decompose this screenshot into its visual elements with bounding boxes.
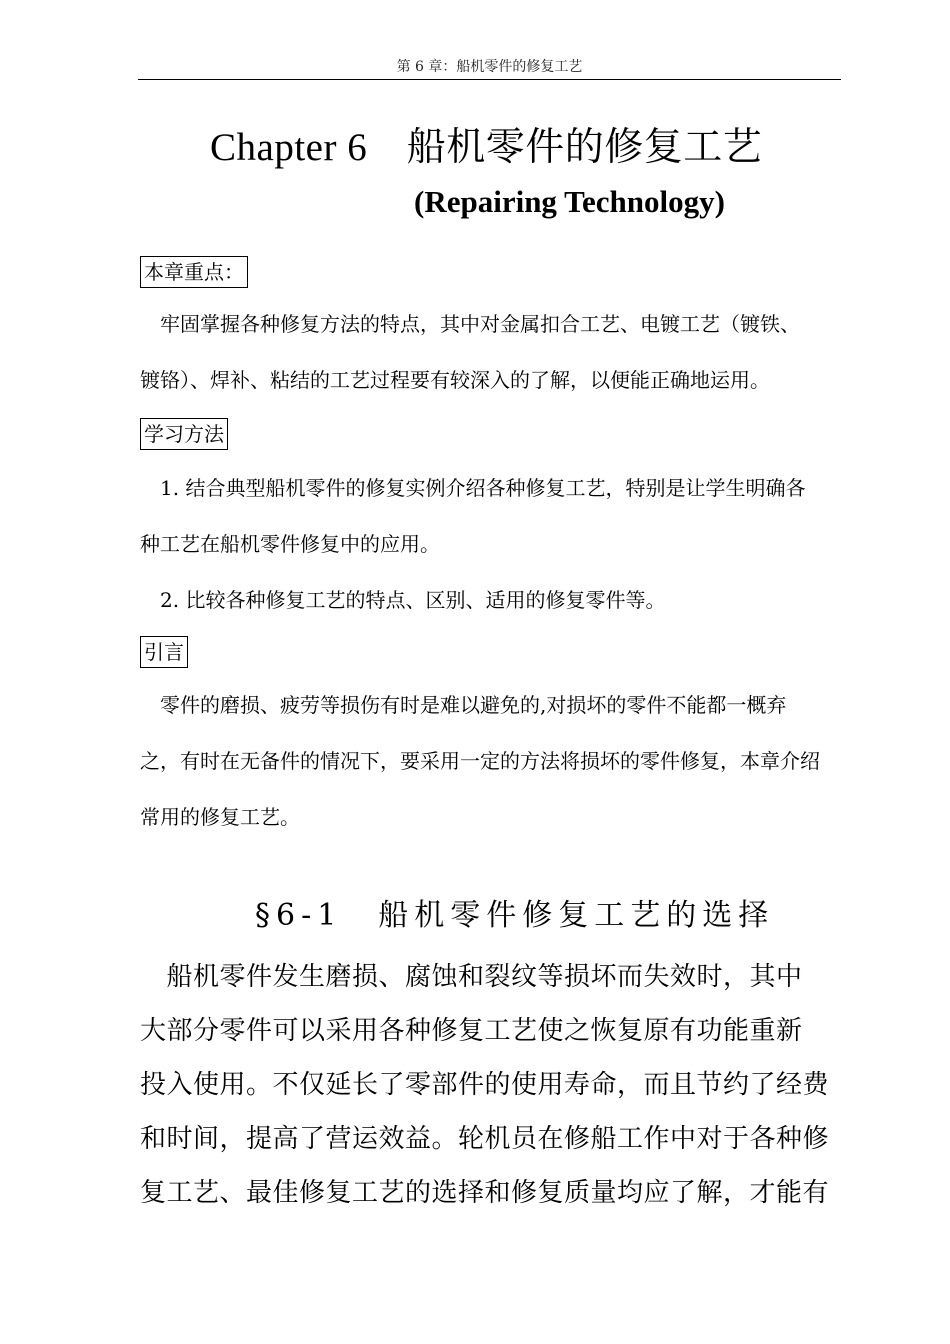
paragraph-line: 镀铬）、焊补、粘结的工艺过程要有较深入的了解，以便能正确地运用。	[140, 368, 770, 392]
paragraph-line: 牢固掌握各种修复方法的特点，其中对金属扣合工艺、电镀工艺（镀铁、	[140, 312, 800, 336]
running-header: 第 6 章：船机零件的修复工艺	[396, 59, 583, 75]
paragraph-line: 常用的修复工艺。	[140, 805, 300, 829]
paragraph-line: 之，有时在无备件的情况下，要采用一定的方法将损坏的零件修复，本章介绍	[140, 749, 820, 773]
paragraph-line: 复工艺、最佳修复工艺的选择和修复质量均应了解，才能有	[140, 1178, 830, 1208]
intro-label: 引言	[140, 636, 188, 668]
paragraph-line: 投入使用。不仅延长了零部件的使用寿命，而且节约了经费	[140, 1070, 830, 1100]
section-body-paragraph	[140, 950, 843, 1220]
paragraph-line: 2. 比较各种修复工艺的特点、区别、适用的修复零件等。	[140, 588, 666, 612]
paragraph-line: 船机零件发生磨损、腐蚀和裂纹等损坏而失效时，其中	[140, 962, 803, 992]
study-method-paragraph	[140, 460, 843, 628]
header-rule	[138, 79, 841, 80]
paragraph-line: 大部分零件可以采用各种修复工艺使之恢复原有功能重新	[140, 1016, 803, 1046]
key-points-label: 本章重点：	[140, 256, 248, 288]
paragraph-line: 和时间，提高了营运效益。轮机员在修船工作中对于各种修	[140, 1124, 830, 1154]
section-title: §6-1 船机零件修复工艺的选择	[255, 898, 775, 933]
chapter-subtitle: (Repairing Technology)	[414, 184, 725, 219]
paragraph-line: 1. 结合典型船机零件的修复实例介绍各种修复工艺，特别是让学生明确各	[140, 476, 806, 500]
paragraph-line: 种工艺在船机零件修复中的应用。	[140, 532, 440, 556]
key-points-paragraph	[140, 296, 843, 408]
paragraph-line: 零件的磨损、疲劳等损伤有时是难以避免的,对损坏的零件不能都一概弃	[140, 693, 787, 717]
study-method-label: 学习方法	[140, 418, 228, 450]
chapter-title: Chapter 6 船机零件的修复工艺	[210, 126, 763, 169]
intro-paragraph	[140, 677, 843, 845]
